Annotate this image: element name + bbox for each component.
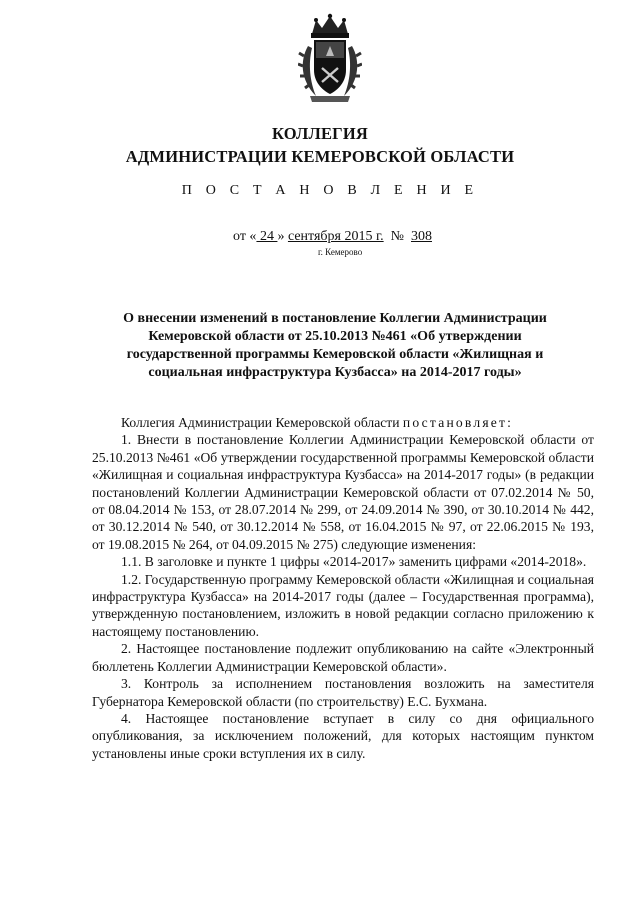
paragraph-4: 4. Настоящее постановление вступает в силу со дня официального опубликования, за исключением положений, для которых настоящим пунктом установлены иные сроки вступления их в силу.	[92, 710, 594, 761]
paragraph-3: 3. Контроль за исполнением постановления возложить на заместителя Губернатора Кемеровской области (по строительству) Е.С. Бухмана.	[92, 676, 594, 709]
intro-decision-word: постановляет:	[402, 415, 514, 430]
org-name-line2: АДМИНИСТРАЦИИ КЕМЕРОВСКОЙ ОБЛАСТИ	[125, 147, 515, 166]
document-number: 308	[411, 229, 432, 244]
paragraph-1-2: 1.2. Государственную программу Кемеровской области «Жилищная и социальная инфраструктура Кузбасса» на 2014-2017 годы (далее – Государственная программа), утвержденную постановлением, изложить в новой редакции согласно приложению к настоящему постановлению.	[92, 571, 594, 639]
number-sign: №	[390, 229, 404, 244]
intro-paragraph	[92, 414, 594, 431]
date-mid: »	[277, 229, 288, 244]
paragraph-1: 1. Внести в постановление Коллегии Администрации Кемеровской области от 25.10.2013 №461 «Об утверждении государственной программы Кемеровской области «Жилищная и социальная инфраструктура Кузбасса» на 2014-2017 годы» (в редакции постановлений Коллегии Администрации Кемеровской области от 07.02.2014 № 50, от 08.04.2014 № 153, от 28.07.2014 № 299, от 24.09.2014 № 390, от 30.10.2014 № 442, от 30.12.2014 № 540, от 30.12.2014 № 558, от 16.04.2015 № 97, от 22.06.2015 № 193, от 19.08.2015 № 264, от 04.09.2015 № 275) следующие изменения:	[92, 432, 594, 552]
document-type: П О С Т А Н О В Л Е Н И Е	[181, 183, 479, 198]
org-name-line1: КОЛЛЕГИЯ	[271, 124, 368, 143]
date-line	[233, 229, 432, 245]
date-month-year: сентября 2015 г.	[287, 229, 384, 244]
intro-text: Коллегия Администрации Кемеровской области	[121, 415, 403, 430]
document-body	[92, 414, 594, 762]
coat-of-arms-icon	[298, 12, 362, 104]
paragraph-2: 2. Настоящее постановление подлежит опубликованию на сайте «Электронный бюллетень Коллегии Администрации Кемеровской области».	[92, 641, 594, 674]
city-label: г. Кемерово	[318, 247, 363, 257]
date-day: 24	[256, 229, 278, 244]
date-prefix: от «	[233, 229, 257, 244]
paragraph-1-1: 1.1. В заголовке и пункте 1 цифры «2014-2017» заменить цифрами «2014-2018».	[121, 554, 587, 570]
document-title: О внесении изменений в постановление Коллегии Администрации Кемеровской области от 25.10.2013 №461 «Об утверждении государственной программы Кемеровской области «Жилищная и социальная инфраструктура Кузбасса» на 2014-2017 годы»	[123, 311, 547, 380]
